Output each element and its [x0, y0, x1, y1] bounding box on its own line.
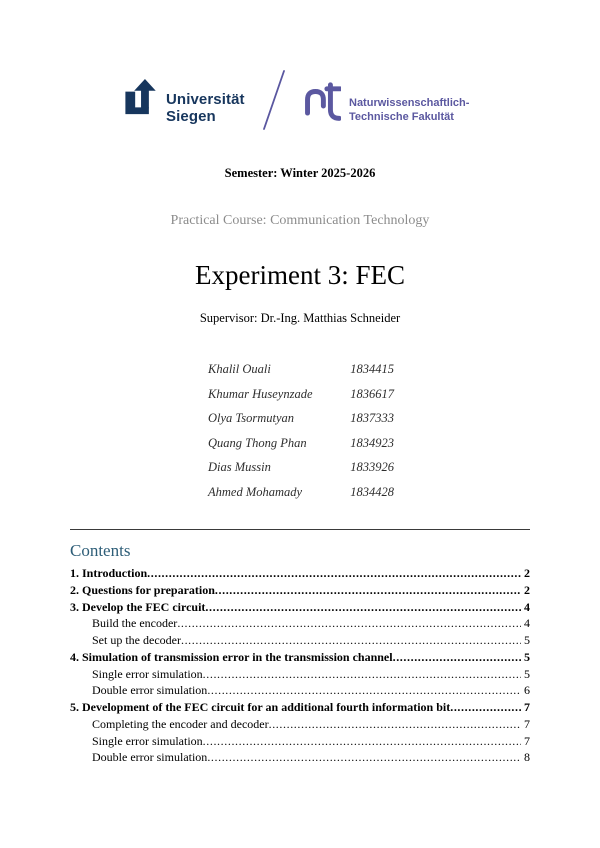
- author-row: [208, 387, 394, 412]
- toc-entry[interactable]: [70, 599, 530, 616]
- toc-page-number: 2: [524, 566, 530, 580]
- dot-leader: [450, 699, 521, 716]
- toc-entry[interactable]: [70, 632, 530, 649]
- toc-page-number: 5: [524, 666, 530, 681]
- toc-entry[interactable]: [70, 582, 530, 599]
- toc-label: Single error simulation: [92, 666, 203, 681]
- dot-leader: [393, 649, 521, 666]
- toc-page-number: 2: [524, 582, 530, 597]
- dot-leader: [147, 565, 521, 582]
- toc-page-number: 6: [524, 683, 530, 698]
- semester-line: Semester: Winter 2025-2026: [224, 166, 376, 180]
- faculty-wordmark: [349, 97, 469, 124]
- toc-entry[interactable]: [70, 716, 530, 733]
- author-row: [208, 436, 394, 461]
- siegen-wordmark-line1: Universität: [166, 91, 245, 108]
- contents-heading: Contents: [70, 541, 131, 560]
- author-name: Khumar Huseynzade: [208, 386, 313, 401]
- toc-entry[interactable]: [70, 682, 530, 699]
- toc-page-number: 5: [524, 633, 530, 647]
- toc-page-number: 7: [524, 716, 530, 731]
- dot-leader: [215, 582, 521, 599]
- dot-leader: [269, 716, 521, 733]
- author-id: 1833926: [350, 460, 394, 475]
- siegen-logo-icon: [125, 77, 161, 122]
- supervisor-line: Supervisor: Dr.-Ing. Matthias Schneider: [199, 311, 401, 325]
- dot-leader: [205, 599, 521, 616]
- dot-leader: [203, 733, 521, 750]
- author-row: [208, 460, 394, 485]
- toc-page-number: 4: [524, 599, 530, 614]
- toc-label: 3. Develop the FEC circuit: [70, 599, 206, 614]
- toc-label: 1. Introduction: [70, 566, 148, 580]
- page-title: Experiment 3: FEC: [195, 260, 405, 290]
- toc-label: Double error simulation: [92, 750, 208, 765]
- author-name: Khalil Ouali: [208, 362, 271, 376]
- author-id: 1834415: [350, 362, 394, 376]
- siegen-wordmark-line2: Siegen: [166, 108, 216, 125]
- author-row: [208, 485, 394, 510]
- toc-entry[interactable]: [70, 733, 530, 750]
- dot-leader: [177, 615, 521, 632]
- toc-label: Completing the encoder and decoder: [92, 716, 269, 731]
- faculty-wordmark-line2: Technische Fakultät: [349, 110, 454, 123]
- toc-page-number: 7: [524, 733, 530, 748]
- toc-page-number: 8: [524, 750, 530, 765]
- divider: [70, 529, 530, 530]
- dot-leader: [203, 666, 521, 683]
- dot-leader: [207, 682, 521, 699]
- author-id: 1837333: [350, 411, 394, 426]
- nt-logo-icon: [304, 81, 341, 124]
- author-row: [208, 362, 394, 387]
- toc-label: Single error simulation: [92, 733, 203, 748]
- toc-entry[interactable]: [70, 565, 530, 582]
- toc-entry[interactable]: [70, 749, 530, 766]
- author-name: Olya Tsormutyan: [208, 411, 295, 426]
- author-id: 1834428: [350, 484, 394, 499]
- toc-entry[interactable]: [70, 615, 530, 632]
- author-name: Dias Mussin: [208, 460, 271, 475]
- toc-page-number: 7: [524, 700, 530, 714]
- toc-entry[interactable]: [70, 666, 530, 683]
- toc-label: 5. Development of the FEC circuit for an additional fourth information bit: [70, 700, 451, 714]
- author-id: 1836617: [350, 386, 394, 401]
- author-name: Ahmed Mohamady: [208, 484, 303, 499]
- toc-page-number: 5: [524, 649, 530, 664]
- course-line: Practical Course: Communication Technology: [170, 213, 430, 228]
- faculty-wordmark-line1: Naturwissenschaftlich-: [349, 97, 470, 109]
- toc-label: 2. Questions for preparation: [70, 582, 215, 597]
- dot-leader: [207, 749, 521, 766]
- author-id: 1834923: [350, 435, 394, 450]
- author-name: Quang Thong Phan: [208, 435, 307, 450]
- siegen-wordmark: [166, 91, 245, 125]
- dot-leader: [181, 632, 521, 649]
- logo-separator-slash-icon: [258, 67, 290, 133]
- authors-table: [208, 362, 394, 510]
- toc-label: Build the encoder: [92, 616, 178, 631]
- author-row: [208, 411, 394, 436]
- toc-label: 4. Simulation of transmission error in the transmission channel: [70, 649, 393, 664]
- toc-entry[interactable]: [70, 649, 530, 666]
- toc-label: Double error simulation: [92, 683, 208, 698]
- toc-label: Set up the decoder: [92, 633, 181, 647]
- toc-entry[interactable]: [70, 699, 530, 716]
- table-of-contents: [70, 565, 530, 766]
- toc-page-number: 4: [524, 616, 530, 631]
